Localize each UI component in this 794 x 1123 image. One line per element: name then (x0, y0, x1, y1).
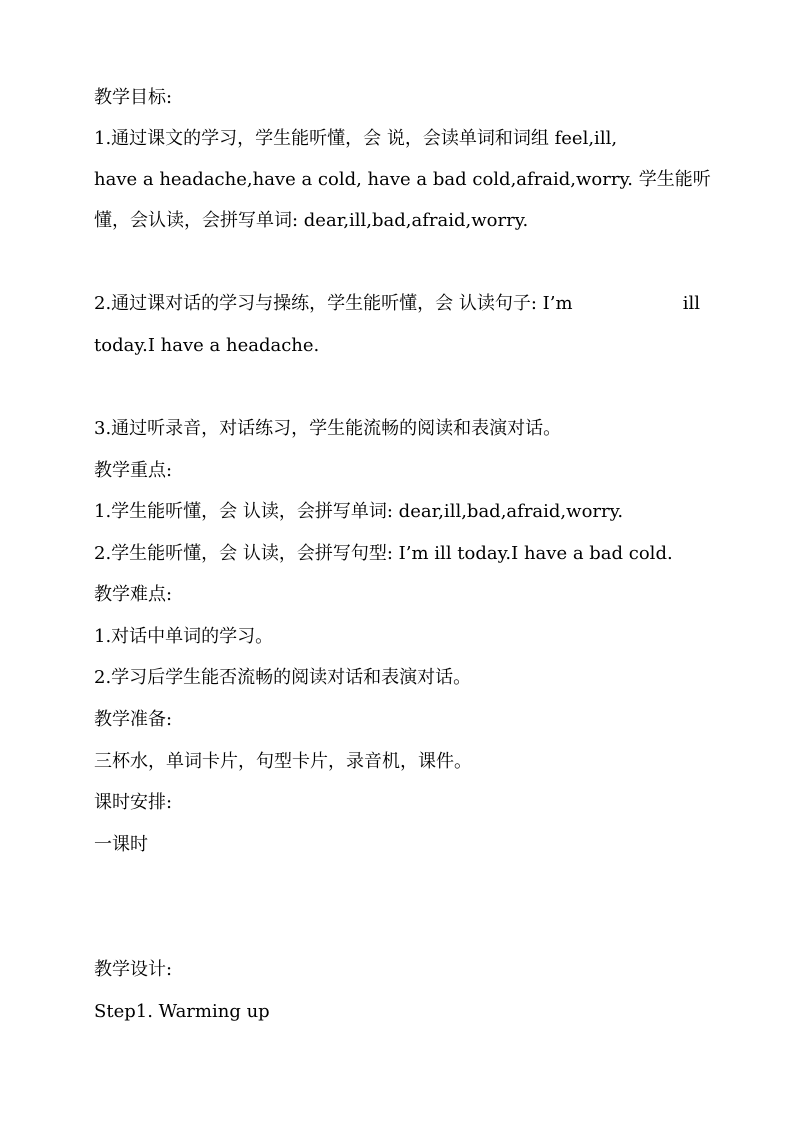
preparation-heading: 教学准备: (94, 709, 173, 730)
objective-3: 3.通过听录音，对话练习，学生能流畅的阅读和表演对话。 (94, 418, 562, 439)
objective-2-line-1 (94, 292, 700, 316)
objective-1-line-3: 懂，会认读，会拼写单词: dear,ill,bad,afraid,worry. (94, 210, 529, 231)
schedule-heading: 课时安排: (94, 792, 173, 813)
objective-2-line-2: today.I have a headache. (94, 335, 320, 356)
objectives-heading: 教学目标: (94, 87, 173, 108)
objective-2-line-1-right: ill (682, 293, 700, 314)
difficulties-heading: 教学难点: (94, 584, 173, 605)
objective-1-line-1: 1.通过课文的学习，学生能听懂，会 说，会读单词和词组 feel,ill, (94, 128, 618, 149)
key-point-1: 1.学生能听懂，会 认读，会拼写单词: dear,ill,bad,afraid,worry. (94, 501, 624, 522)
schedule-text: 一课时 (94, 834, 148, 855)
key-point-2: 2.学生能听懂，会 认读，会拼写句型: I’m ill today.I have a bad cold. (94, 543, 673, 564)
design-step-1: Step1. Warming up (94, 1001, 270, 1022)
design-heading: 教学设计: (94, 959, 173, 980)
difficulty-1: 1.对话中单词的学习。 (94, 626, 274, 647)
key-points-heading: 教学重点: (94, 460, 173, 481)
objective-2-line-1-left: 2.通过课对话的学习与操练，学生能听懂，会 认读句子: I’m (94, 293, 573, 314)
preparation-text: 三杯水，单词卡片，句型卡片，录音机，课件。 (94, 751, 472, 772)
objective-1-line-2: have a headache,have a cold, have a bad cold,afraid,worry. 学生能听 (94, 169, 711, 190)
difficulty-2: 2.学习后学生能否流畅的阅读对话和表演对话。 (94, 667, 472, 688)
